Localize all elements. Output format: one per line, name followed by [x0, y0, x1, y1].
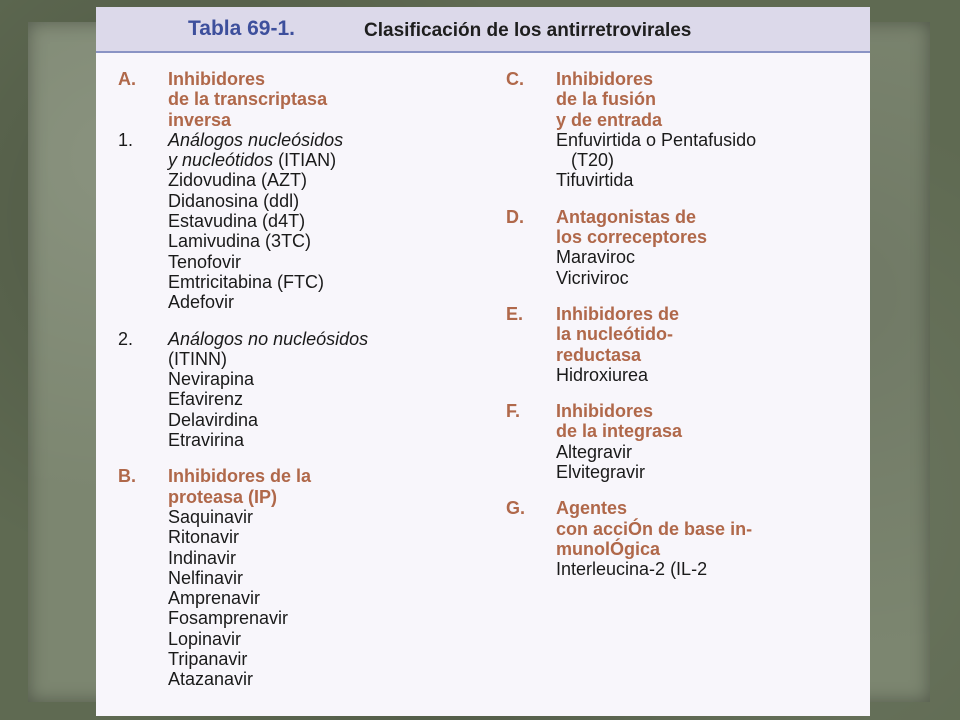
drug-item: Interleucina-2 (IL-2: [556, 559, 708, 580]
section-d-heading: [506, 207, 856, 227]
section-title-line: Inhibidores: [556, 401, 654, 422]
drug-item: Elvitegravir: [556, 462, 646, 483]
subsection-title-italic: y nucleótidos: [168, 150, 274, 171]
section-title-line: de la transcriptasa: [168, 89, 328, 110]
drug-item: Emtricitabina (FTC): [168, 271, 325, 292]
section-title-line: Inhibidores de: [556, 303, 680, 324]
section-letter: D.: [506, 206, 524, 227]
right-column: [506, 69, 856, 580]
subsection-1-heading: [118, 130, 498, 150]
section-title-line: los correceptores: [556, 227, 708, 248]
subsection-title-line: [168, 150, 336, 170]
drug-item: Etravirina: [168, 430, 245, 451]
drug-item: Nelfinavir: [168, 567, 244, 588]
section-letter: C.: [506, 69, 524, 89]
section-title-line: de la fusión: [556, 89, 657, 110]
section-title-line: Inhibidores: [556, 69, 654, 89]
drug-item: Maraviroc: [556, 247, 636, 268]
section-title-line: Antagonistas de: [556, 206, 697, 227]
table-number: Tabla 69-1.: [188, 17, 295, 40]
drug-item: Lamivudina (3TC): [168, 231, 312, 252]
drug-item: Estavudina (d4T): [168, 211, 306, 232]
section-title-line: Agentes: [556, 498, 628, 519]
section-letter: E.: [506, 303, 524, 324]
subsection-title-line: Análogos nucleósidos: [168, 129, 344, 150]
drug-item: Hidroxiurea: [556, 364, 649, 385]
section-title-line: y de entrada: [556, 109, 663, 130]
table-header: [96, 7, 870, 53]
drug-item: Amprenavir: [168, 588, 261, 609]
section-c-heading: [506, 69, 856, 89]
drug-item: Fosamprenavir: [168, 608, 289, 629]
section-title-line: reductasa: [556, 344, 642, 365]
drug-item: Vicriviroc: [556, 267, 629, 288]
subsection-title-line: (ITINN): [168, 348, 227, 369]
section-g-heading: [506, 498, 856, 518]
section-title-line: Inhibidores de la: [168, 466, 312, 487]
section-title-line: proteasa (IP): [168, 486, 278, 507]
drug-item: Nevirapina: [168, 369, 255, 390]
section-letter: B.: [118, 466, 136, 487]
section-b-heading: [118, 466, 498, 486]
table-document: [96, 7, 870, 716]
drug-item: Atazanavir: [168, 669, 254, 690]
drug-item: Tenofovir: [168, 251, 242, 272]
section-title-line: la nucleótido-: [556, 324, 673, 345]
drug-item: Adefovir: [168, 292, 235, 313]
section-e-heading: [506, 304, 856, 324]
drug-item: Zidovudina (AZT): [168, 170, 308, 191]
drug-item: (T20): [556, 150, 615, 171]
left-column: [118, 69, 498, 690]
subsection-number: 1.: [118, 129, 134, 150]
section-f-heading: [506, 401, 856, 421]
subsection-title-line: Análogos no nucleósidos: [168, 328, 369, 349]
table-title: Clasificación de los antirretrovirales: [364, 20, 692, 41]
drug-item: Lopinavir: [168, 628, 242, 649]
drug-item: Didanosina (ddl): [168, 190, 300, 211]
section-title-line: de la integrasa: [556, 421, 683, 442]
subsection-title-plain: (ITIAN): [273, 150, 337, 171]
drug-item: Efavirenz: [168, 389, 244, 410]
section-letter: F.: [506, 401, 521, 422]
section-letter: A.: [118, 69, 136, 89]
drug-item: Indinavir: [168, 547, 237, 568]
section-letter: G.: [506, 498, 526, 519]
section-title-line: munolÓgica: [556, 538, 661, 559]
drug-item: Tripanavir: [168, 649, 248, 670]
drug-item: Saquinavir: [168, 506, 254, 527]
subsection-number: 2.: [118, 328, 134, 349]
section-title-line: Inhibidores: [168, 69, 266, 89]
drug-item: Delavirdina: [168, 409, 259, 430]
section-title-line: inversa: [168, 109, 232, 130]
drug-item: Enfuvirtida o Pentafusido: [556, 129, 757, 150]
subsection-2-heading: [118, 329, 498, 349]
section-title-line: con acciÓn de base in-: [556, 518, 753, 539]
drug-item: Tifuvirtida: [556, 170, 634, 191]
section-a-heading: [118, 69, 498, 89]
drug-item: Ritonavir: [168, 527, 240, 548]
drug-item: Altegravir: [556, 441, 633, 462]
